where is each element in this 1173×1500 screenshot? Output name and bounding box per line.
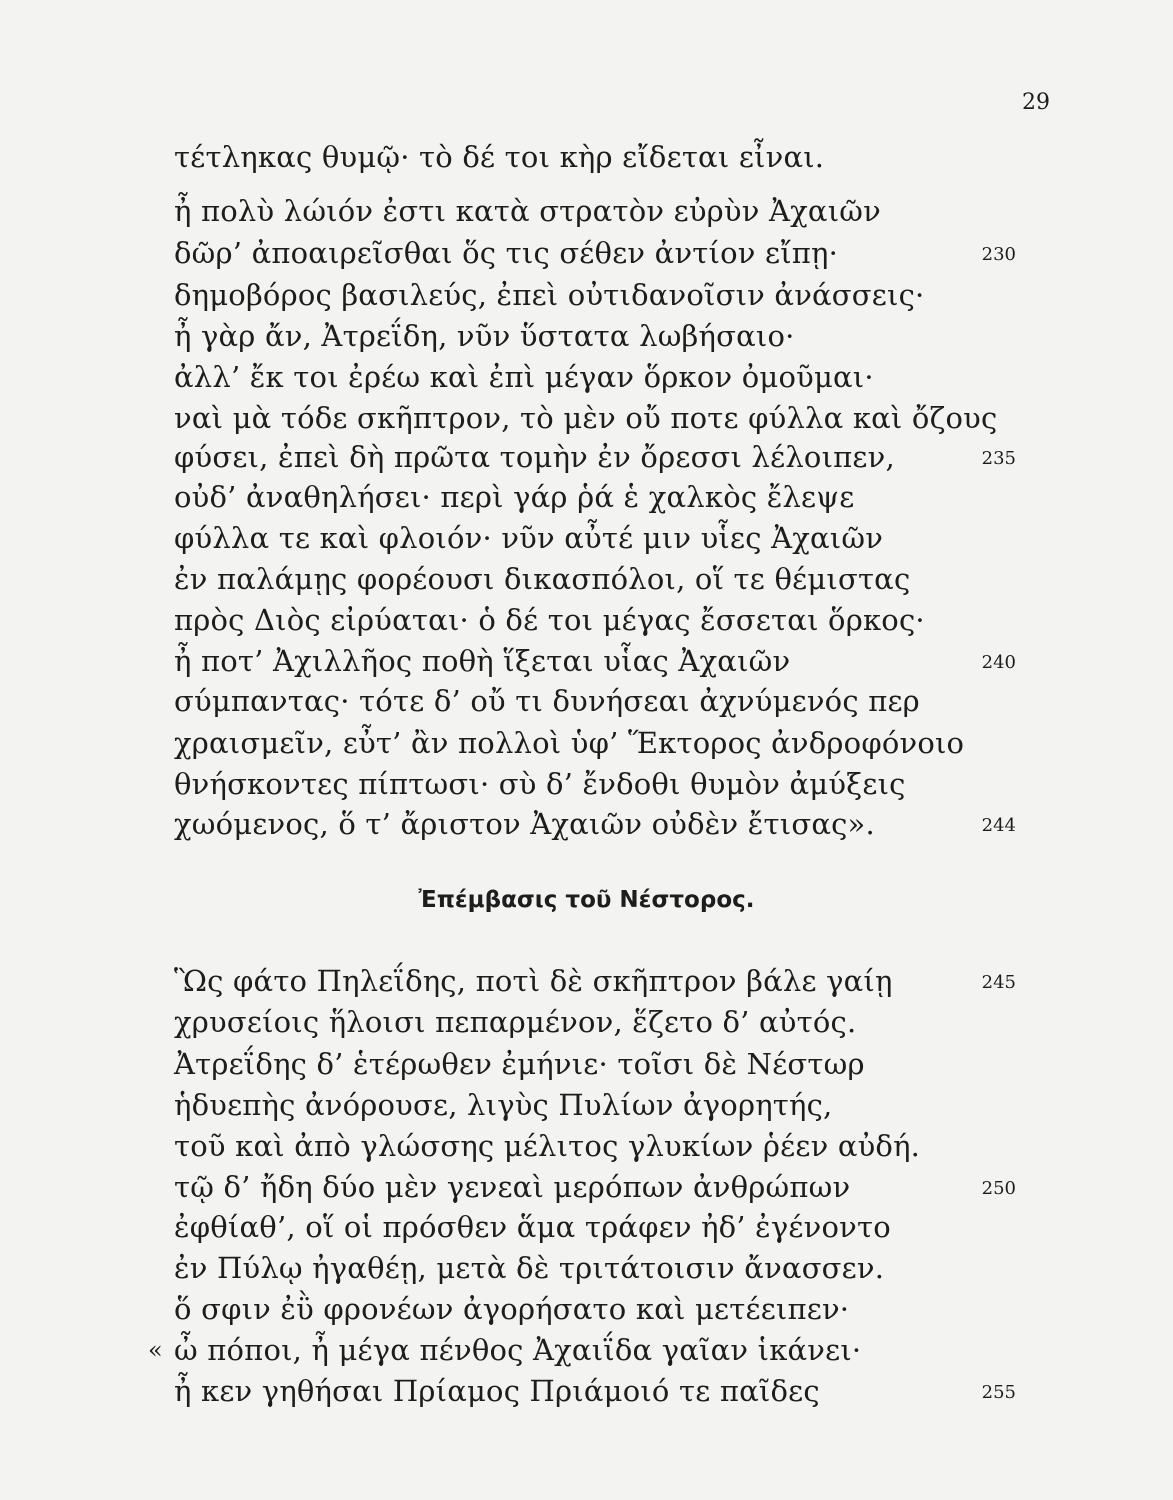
verse-line: ἡδυεπὴς ἀνόρουσε, λιγὺς Πυλίων ἀγορητής, (174, 1088, 833, 1122)
verse-line: ἦ ποτ’ Ἀχιλλῆος ποθὴ ἵξεται υἷας Ἀχαιῶν (174, 644, 791, 678)
verse-line: δῶρ’ ἀποαιρεῖσθαι ὅς τις σέθεν ἀντίον εἴπῃ· (174, 236, 839, 270)
verse-line: θνήσκοντες πίπτωσι· σὺ δ’ ἔνδοθι θυμὸν ἀμύξεις (174, 767, 906, 801)
verse-line: ἦ κεν γηθήσαι Πρίαμος Πριάμοιό τε παῖδες (174, 1374, 820, 1408)
verse-line: ναὶ μὰ τόδε σκῆπτρον, τὸ μὲν οὔ ποτε φύλλα καὶ ὄζους (174, 401, 998, 435)
verse-line: φύλλα τε καὶ φλοιόν· νῦν αὖτέ μιν υἷες Ἀχαιῶν (174, 521, 884, 555)
line-number: 245 (981, 972, 1016, 993)
line-number: 244 (981, 815, 1016, 836)
verse-line: χρυσείοις ἥλοισι πεπαρμένον, ἕζετο δ’ αὐτός. (174, 1005, 857, 1039)
verse-line: τοῦ καὶ ἀπὸ γλώσσης μέλιτος γλυκίων ῥέεν αὐδή. (174, 1129, 921, 1163)
verse-line: σύμπαντας· τότε δ’ οὔ τι δυνήσεαι ἀχνύμενός περ (174, 684, 920, 718)
line-number: 250 (981, 1178, 1016, 1199)
verse-line: ἦ γὰρ ἄν, Ἀτρεΐδη, νῦν ὕστατα λωβήσαιο· (174, 319, 795, 353)
line-number: 230 (981, 244, 1016, 265)
verse-line: ἀλλ’ ἔκ τοι ἐρέω καὶ ἐπὶ μέγαν ὅρκον ὀμοῦμαι· (174, 360, 874, 394)
verse-line: φύσει, ἐπεὶ δὴ πρῶτα τομὴν ἐν ὄρεσσι λέλοιπεν, (174, 440, 895, 474)
verse-line: ὦ πόποι, ἦ μέγα πένθος Ἀχαιΐδα γαῖαν ἱκάνει· (174, 1333, 862, 1367)
verse-line: ἐν Πύλῳ ἠγαθέῃ, μετὰ δὲ τριτάτοισιν ἄνασσεν. (174, 1251, 885, 1285)
line-number: 240 (981, 652, 1016, 673)
verse-line: ἐφθίαθ’, οἵ οἱ πρόσθεν ἅμα τράφεν ἠδ’ ἐγένοντο (174, 1210, 891, 1244)
section-heading: Ἐπέμβασις τοῦ Νέστορος. (418, 887, 755, 913)
verse-line: Ἀτρεΐδης δ’ ἑτέρωθεν ἐμήνιε· τοῖσι δὲ Νέστωρ (174, 1047, 865, 1081)
verse-line: οὐδ’ ἀναθηλήσει· περὶ γάρ ῥά ἑ χαλκὸς ἔλεψε (174, 480, 855, 514)
verse-line: χωόμενος, ὅ τ’ ἄριστον Ἀχαιῶν οὐδὲν ἔτισας». (174, 807, 875, 841)
page-number: 29 (1022, 90, 1050, 115)
opening-quote-mark: « (148, 1336, 163, 1364)
verse-line: τέτληκας θυμῷ· τὸ δέ τοι κὴρ εἴδεται εἶναι. (174, 140, 825, 174)
verse-line: τῷ δ’ ἤδη δύο μὲν γενεαὶ μερόπων ἀνθρώπων (174, 1170, 851, 1204)
line-number: 255 (981, 1382, 1016, 1403)
verse-line: πρὸς Διὸς εἰρύαται· ὁ δέ τοι μέγας ἔσσεται ὅρκος· (174, 603, 925, 637)
verse-line: Ὣς φάτο Πηλεΐδης, ποτὶ δὲ σκῆπτρον βάλε γαίῃ (174, 964, 893, 998)
verse-line: δημοβόρος βασιλεύς, ἐπεὶ οὐτιδανοῖσιν ἀνάσσεις· (174, 278, 925, 312)
verse-line: ἦ πολὺ λώιόν ἐστι κατὰ στρατὸν εὐρὺν Ἀχαιῶν (174, 194, 881, 228)
verse-line: ὅ σφιν ἐῢ φρονέων ἀγορήσατο καὶ μετέειπεν· (174, 1292, 850, 1326)
line-number: 235 (981, 448, 1016, 469)
verse-line: ἐν παλάμῃς φορέουσι δικασπόλοι, οἵ τε θέμιστας (174, 562, 911, 596)
verse-line: χραισμεῖν, εὖτ’ ἂν πολλοὶ ὑφ’ Ἕκτορος ἀνδροφόνοιο (174, 726, 965, 760)
